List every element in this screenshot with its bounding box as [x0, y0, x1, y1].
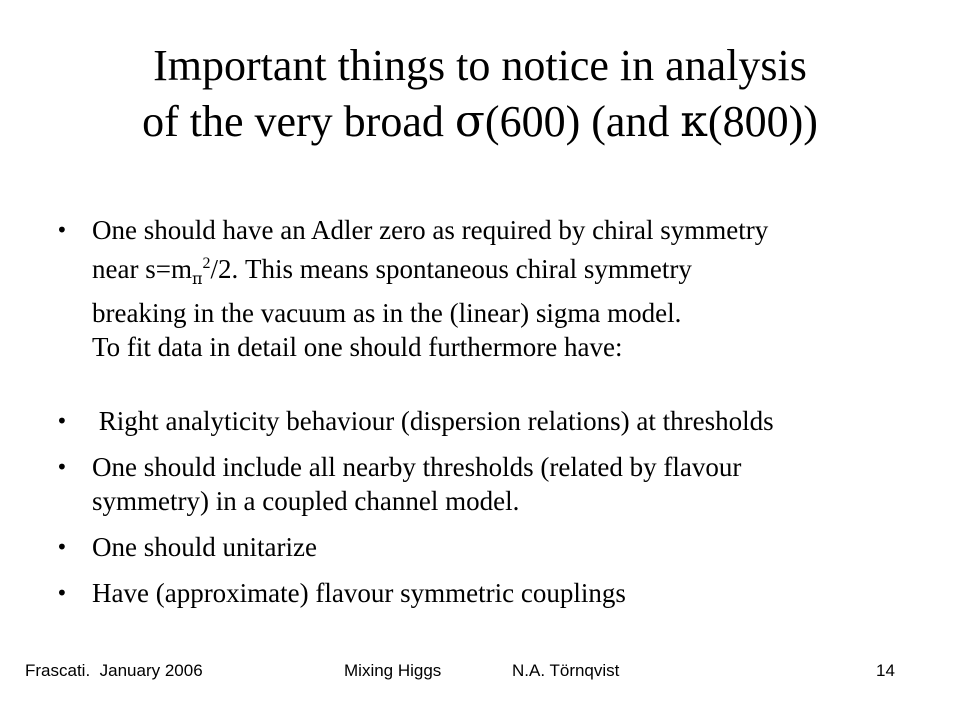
footer-venue-date: Frascati. January 2006 [25, 661, 203, 680]
title-line-1: Important things to notice in analysis [153, 41, 807, 90]
bullet-text [92, 404, 936, 438]
bullet-text [92, 530, 936, 564]
bullet-list [56, 213, 936, 622]
bullet-dot: • [56, 409, 68, 433]
slide-title [40, 38, 920, 150]
bullet-line: To fit data in detail one should furthermore have: [92, 332, 623, 362]
bullet-dot: • [56, 455, 68, 479]
title-line-2 [40, 94, 920, 150]
bullet-line-prefix: near s=m [92, 254, 192, 284]
squared-superscript: 2 [202, 255, 211, 272]
bullet-line [92, 247, 936, 296]
bullet-item-unitarize [56, 530, 936, 564]
bullet-dot: • [56, 218, 68, 242]
bullet-item-analyticity [56, 404, 936, 438]
bullet-line: One should unitarize [92, 532, 317, 562]
bullet-line: One should include all nearby thresholds (related by flavour [92, 452, 742, 482]
bullet-line: Right analyticity behaviour (dispersion relations) at thresholds [92, 406, 774, 436]
footer-author: N.A. Törnqvist [512, 661, 620, 680]
sigma-symbol: σ [454, 96, 485, 147]
bullet-item-thresholds [56, 450, 936, 518]
bullet-text [92, 576, 936, 610]
title-line-2-start: of the very broad [142, 97, 455, 146]
bullet-item-adler-zero [56, 213, 936, 364]
title-line-2-middle: (600) (and [484, 97, 681, 146]
bullet-line: Have (approximate) flavour symmetric couplings [92, 578, 626, 608]
bullet-text [92, 450, 936, 518]
footer-talk-title: Mixing Higgs [344, 661, 442, 680]
pi-subscript: π [191, 269, 203, 288]
bullet-line-suffix: /2. This means spontaneous chiral symmetry [210, 254, 692, 284]
bullet-item-couplings [56, 576, 936, 610]
bullet-text [92, 213, 936, 364]
bullet-line: One should have an Adler zero as required by chiral symmetry [92, 215, 769, 245]
kappa-symbol: κ [680, 96, 708, 147]
bullet-dot: • [56, 535, 68, 559]
bullet-line: symmetry) in a coupled channel model. [92, 486, 520, 516]
bullet-dot: • [56, 581, 68, 605]
bullet-line: breaking in the vacuum as in the (linear) sigma model. [92, 298, 682, 328]
footer-page-number: 14 [876, 661, 895, 680]
title-line-2-end: (800)) [707, 97, 818, 146]
